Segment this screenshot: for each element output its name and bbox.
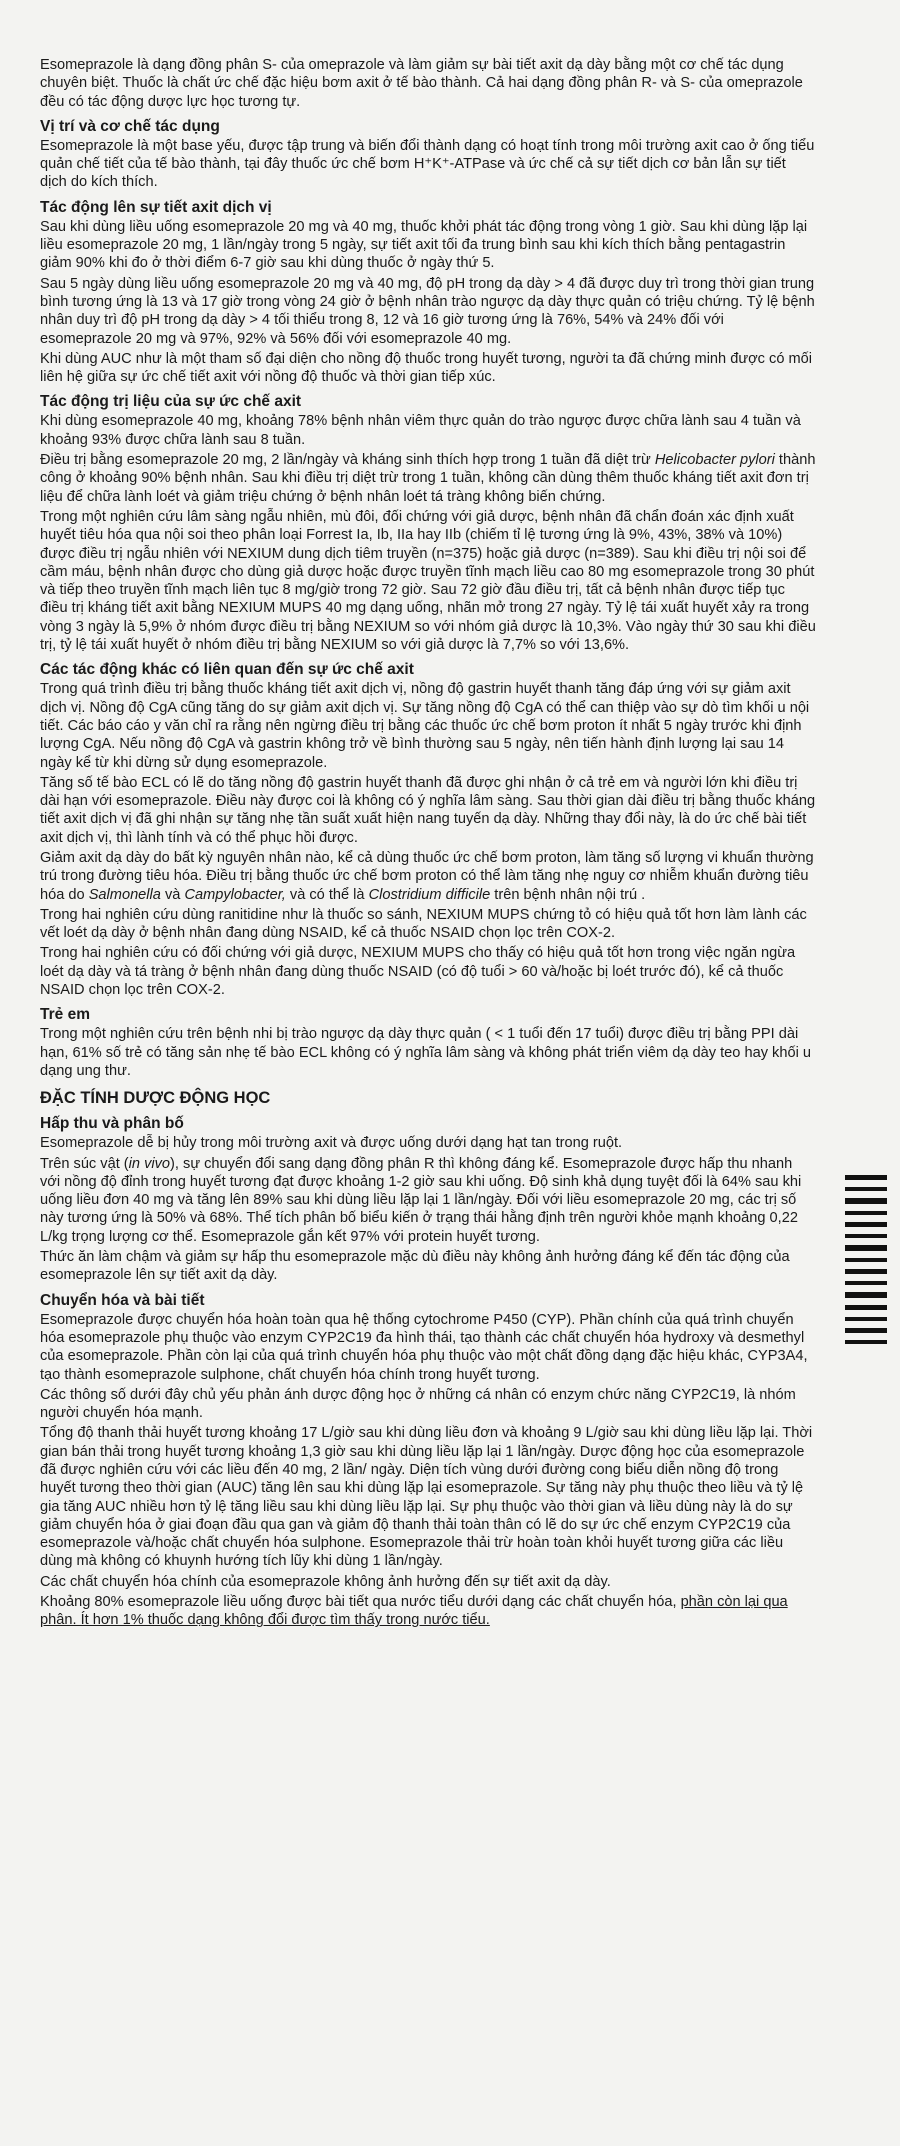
acid-secretion-paragraph-1: Sau khi dùng liều uống esomeprazole 20 mg và 40 mg, thuốc khởi phát tác động trong vòng 1 giờ. Sau khi dùng lặp lại liều esomeprazole 20 mg, 1 lần/ngày trong 5 ngày, sự tiết axit tối đa trung bình sau khi kích thích bằng pentagastrin giảm 90% khi đo ở thời điểm 6-7 giờ sau khi dùng thuốc ở ngày thứ 5. [40,218,808,272]
other-effects-paragraph-1: Trong quá trình điều trị bằng thuốc kháng tiết axit dịch vị, nồng độ gastrin huyết thanh tăng đáp ứng với sự giảm axit dịch vị. Nồng độ CgA cũng tăng do sự giảm axit dịch vị. Sự tăng nồng độ CgA có thể can thiệp vào sự dò tìm khối u nội tiết. Các báo cáo y văn chỉ ra rằng nên ngừng điều trị bằng các thuốc ức chế bơm proton ít nhất 5 ngày trước khi định lượng CgA. Nếu nồng độ CgA và gastrin không trở về bình thường sau 5 ngày, nên tiến hành định lượng lại sau 14 ngày kể từ khi dừng sử dụng esomeprazole. [40,681,810,771]
text-run: ), sự chuyển đổi sang dạng đồng phân R thì không đáng kể. Esomeprazole được hấp thu nhanh với nồng độ đỉnh trong huyết tương đạt được khoảng 1-2 giờ sau khi uống. Độ sinh khả dụng tuyệt đối là 64% sau khi uống liều đơn 40 mg và tăng lên 89% sau khi dùng liều lặp lại 1 lần/ngày. Đối với liều esomeprazole 20 mg, các trị số này tương ứng là 50% và 68%. Thể tích phân bố biểu kiến ở trạng thái hằng định trên người khỏe mạnh khoảng 0,22 L/kg trọng lượng cơ thể. Esomeprazole gắn kết 97% với protein huyết tương. [40,1155,802,1245]
text-run: và có thể là [285,886,369,903]
text-run: trên bệnh nhân nội trú . [490,886,646,903]
pharmacokinetics-heading: ĐẶC TÍNH DƯỢC ĐỘNG HỌC [40,1089,271,1108]
text-run: thành công ở khoảng 90% bệnh nhân. Sau khi điều trị diệt trừ trong 1 tuần, không cần dùng thêm thuốc kháng tiết axit đơn trị liệu để chữa lành loét và giảm triệu chứng ở bệnh nhân loét tá tràng không biến chứng. [40,452,816,505]
therapeutic-paragraph-3: Trong một nghiên cứu lâm sàng ngẫu nhiên, mù đôi, đối chứng với giả dược, bệnh nhân đã chẩn đoán xác định xuất huyết tiêu hóa qua nội soi theo phân loại Forrest Ia, Ib, IIa hay IIb (chiếm tỉ lệ tương ứng là 9%, 43%, 38% và 10%) được điều trị ngẫu nhiên với NEXIUM dung dịch tiêm truyền (n=375) hoặc giả dược (n=389). Sau khi điều trị nội soi để cầm máu, bệnh nhân được cho dùng giả dược hoặc được truyền tĩnh mạch liều cao 80 mg esomeprazole trong 30 phút và tiếp theo truyền tĩnh mạch liên tục 8 mg/giờ trong 72 giờ. Sau 72 giờ đầu điều trị, tất cả bệnh nhân được tiếp tục điều trị kháng tiết axit bằng NEXIUM MUPS 40 mg dạng uống, nhãn mở trong 27 ngày. Tỷ lệ tái xuất huyết xảy ra trong vòng 3 ngày là 5,9% ở nhóm được điều trị bằng NEXIUM so với nhóm giả dược là 10,3%. Vào ngày thứ 30 sau khi điều trị, tỷ lệ tái xuất huyết ở nhóm điều trị bằng NEXIUM so với giả dược là 7,7% so với 13,6%. [40,508,816,654]
section-title-children: Trẻ em [40,1006,90,1024]
section-title-mechanism: Vị trí và cơ chế tác dụng [40,117,220,135]
barcode-bar [845,1245,887,1251]
barcode-bar [845,1222,887,1227]
absorption-paragraph-1: Esomeprazole dễ bị hủy trong môi trường axit và được uống dưới dạng hạt tan trong ruột. [40,1135,623,1152]
barcode-bar [845,1317,887,1321]
other-effects-paragraph-5: Trong hai nghiên cứu có đối chứng với giả dược, NEXIUM MUPS cho thấy có hiệu quả tốt hơn trong việc ngăn ngừa loét dạ dày và tá tràng ở bệnh nhân đang dùng thuốc NSAID (có độ tuổi > 60 và/hoặc bị loét trước đó), kể cả thuốc NSAID chọn lọc trên COX-2. [40,945,796,999]
barcode-bar [845,1175,887,1180]
italic-term: Helicobacter pylori [654,452,775,469]
barcode-bar [845,1234,887,1238]
barcode-bar [845,1281,887,1285]
metabolism-paragraph-3: Tổng độ thanh thải huyết tương khoảng 17 L/giờ sau khi dùng liều đơn và khoảng 9 L/giờ sau khi dùng liều lặp lại. Thời gian bán thải trong huyết tương khoảng 1,3 giờ sau khi dùng liều lặp lại 1 lần/ngày. Dược động học của esomeprazole đã được nghiên cứu với các liều đến 40 mg, 2 lần/ ngày. Diện tích vùng dưới đường cong biểu diễn nồng độ trong huyết tương theo thời gian (AUC) tăng lên sau khi dùng lặp lại esomeprazole. Sự tăng này phụ thuộc theo liều và tỷ lệ gia tăng AUC nhiều hơn tỷ lệ tăng liều sau khi dùng liều lặp lại. Sự phụ thuộc vào thời gian và liều dùng này là do sự giảm chuyển hóa ở giai đoạn đầu qua gan và giảm độ thanh thải toàn thân có lẽ do sự ức chế enzym CYP2C19 của esomeprazole và/hoặc chất chuyển hóa sulphone. Esomeprazole thải trừ hoàn toàn khỏi huyết tương giữa các liều dùng mà không có khuynh hướng tích lũy khi dùng 1 lần/ngày. [40,1425,813,1570]
section-title-therapeutic-effects: Tác động trị liệu của sự ức chế axit [40,393,302,411]
text-run: Điều trị bằng esomeprazole 20 mg, 2 lần/ngày và kháng sinh thích hợp trong 1 tuần đã diệt trừ [40,452,655,469]
metabolism-paragraph-1: Esomeprazole được chuyển hóa hoàn toàn qua hệ thống cytochrome P450 (CYP). Phần chính của quá trình chuyển hóa esomeprazole phụ thuộc vào enzym CYP2C19 đa hình thái, tạo thành các chất chuyển hóa hydroxy và desmethyl của esomeprazole. Phần còn lại của quá trình chuyển hóa phụ thuộc vào một chất đồng dạng đặc hiệu khác, CYP3A4, tạo thành esomeprazole sulphone, chất chuyển hóa chính trong huyết tương. [40,1311,808,1383]
absorption-paragraph-2 [40,1155,816,1246]
text-run: Giảm axit dạ dày do bất kỳ nguyên nhân nào, kể cả dùng thuốc ức chế bơm proton, làm tăng số lượng vi khuẩn thường trú trong đường tiêu hóa. Điều trị bằng thuốc ức chế bơm proton có thể làm tăng nhẹ nguy cơ nhiễm khuẩn đường tiêu hóa do [40,849,814,903]
metabolism-paragraph-2: Các thông số dưới đây chủ yếu phản ánh dược động học ở những cá nhân có enzym chức năng CYP2C19, là nhóm người chuyển hóa mạnh. [40,1386,796,1422]
acid-secretion-paragraph-2: Sau 5 ngày dùng liều uống esomeprazole 20 mg và 40 mg, độ pH trong dạ dày > 4 đã được duy trì trong thời gian trung bình tương ứng là 13 và 17 giờ trong vòng 24 giờ ở bệnh nhân trào ngược dạ dày thực quản có triệu chứng. Tỷ lệ bệnh nhân duy trì độ pH trong dạ dày > 4 tối thiểu trong 8, 12 và 16 giờ tương ứng là 76%, 54% và 24% đối với esomeprazole 20 mg và 97%, 92% và 56% đối với esomeprazole 40 mg. [40,275,815,347]
section-title-other-effects: Các tác động khác có liên quan đến sự ức chế axit [40,661,414,679]
other-effects-paragraph-2: Tăng số tế bào ECL có lẽ do tăng nồng độ gastrin huyết thanh đã được ghi nhận ở cả trẻ em và người lớn khi điều trị dài hạn với esomeprazole. Điều này được coi là không có ý nghĩa lâm sàng. Sau thời gian dài điều trị bằng thuốc kháng tiết axit dịch vị đã ghi nhận sự tăng nhẹ tần suất xuất hiện nang tuyến dạ dày. Những thay đổi này, là do ức chế bài tiết axit dịch vị, thì lành tính và có thể phục hồi được. [40,774,816,846]
section-title-absorption: Hấp thu và phân bố [40,1115,184,1133]
text-run: Trên súc vật ( [40,1155,129,1172]
section-title-metabolism: Chuyển hóa và bài tiết [40,1291,205,1309]
barcode-bar [845,1340,887,1344]
italic-term: in vivo [128,1155,171,1172]
therapeutic-paragraph-1: Khi dùng esomeprazole 40 mg, khoảng 78% bệnh nhân viêm thực quản do trào ngược được chữa lành sau 4 tuần và khoảng 93% được chữa lành sau 8 tuần. [40,413,801,448]
other-effects-paragraph-4: Trong hai nghiên cứu dùng ranitidine như là thuốc so sánh, NEXIUM MUPS chứng tỏ có hiệu quả tốt hơn làm lành các vết loét dạ dày ở bệnh nhân đang dùng NSAID, kể cả thuốc NSAID chọn lọc trên COX-2. [40,906,807,942]
barcode-bar [845,1258,887,1262]
therapeutic-paragraph-2 [40,451,816,506]
text-run: Khoảng 80% esomeprazole liều uống được bài tiết qua nước tiểu dưới dạng các chất chuyển hóa, [40,1594,681,1611]
mechanism-paragraph: Esomeprazole là một base yếu, được tập trung và biến đổi thành dạng có hoạt tính trong môi trường axit cao ở ống tiểu quản chế tiết của tế bào thành, tại đây thuốc ức chế bơm H⁺K⁺-ATPase và ức chế cả sự tiết dịch cơ bản lẫn sự tiết dịch do kích thích. [40,137,815,191]
children-paragraph: Trong một nghiên cứu trên bệnh nhi bị trào ngược dạ dày thực quản ( < 1 tuổi đến 17 tuổi) được điều trị bằng PPI dài hạn, 61% số trẻ có tăng sản nhẹ tế bào ECL không có ý nghĩa lâm sàng và không phát triển viêm dạ dày teo hay khối u dạng ung thư. [40,1026,811,1079]
barcode-mark [845,1175,887,1365]
section-title-acid-secretion: Tác động lên sự tiết axit dịch vị [40,198,272,216]
intro-paragraph: Esomeprazole là dạng đồng phân S- của omeprazole và làm giảm sự bài tiết axit dạ dày bằng một cơ chế tác dụng chuyên biệt. Thuốc là chất ức chế đặc hiệu bơm axit ở tế bào thành. Cả hai dạng đồng phân R- và S- của omeprazole đều có tác động dược lực học tương tự. [40,57,803,110]
acid-secretion-paragraph-3: Khi dùng AUC như là một tham số đại diện cho nồng độ thuốc trong huyết tương, người ta đã chứng minh được có mối liên hệ giữa sự ức chế tiết axit với nồng độ thuốc và thời gian tiếp xúc. [40,350,813,386]
barcode-bar [845,1198,887,1204]
barcode-bar [845,1328,887,1333]
italic-term: Campylobacter, [184,886,286,903]
barcode-bar [845,1187,887,1191]
barcode-bar [845,1269,887,1274]
underlined-text: phần còn lại qua phân. Ít hơn 1% thuốc dạng không đổi được tìm thấy trong nước tiểu. [40,1594,788,1629]
metabolism-paragraph-5 [40,1593,816,1630]
barcode-bar [845,1305,887,1310]
italic-term: Clostridium difficile [368,886,491,903]
barcode-bar [845,1292,887,1298]
barcode-bar [845,1211,887,1215]
metabolism-paragraph-4: Các chất chuyển hóa chính của esomeprazole không ảnh hưởng đến sự tiết axit dạ dày. [40,1573,611,1590]
text-run: và [160,886,185,903]
other-effects-paragraph-3 [40,849,816,904]
italic-term: Salmonella [88,886,161,903]
leaflet-page [40,56,816,1632]
absorption-paragraph-3: Thức ăn làm chậm và giảm sự hấp thu esomeprazole mặc dù điều này không ảnh hưởng đáng kể đến tác động của esomeprazole lên sự tiết axit dạ dày. [40,1249,790,1284]
